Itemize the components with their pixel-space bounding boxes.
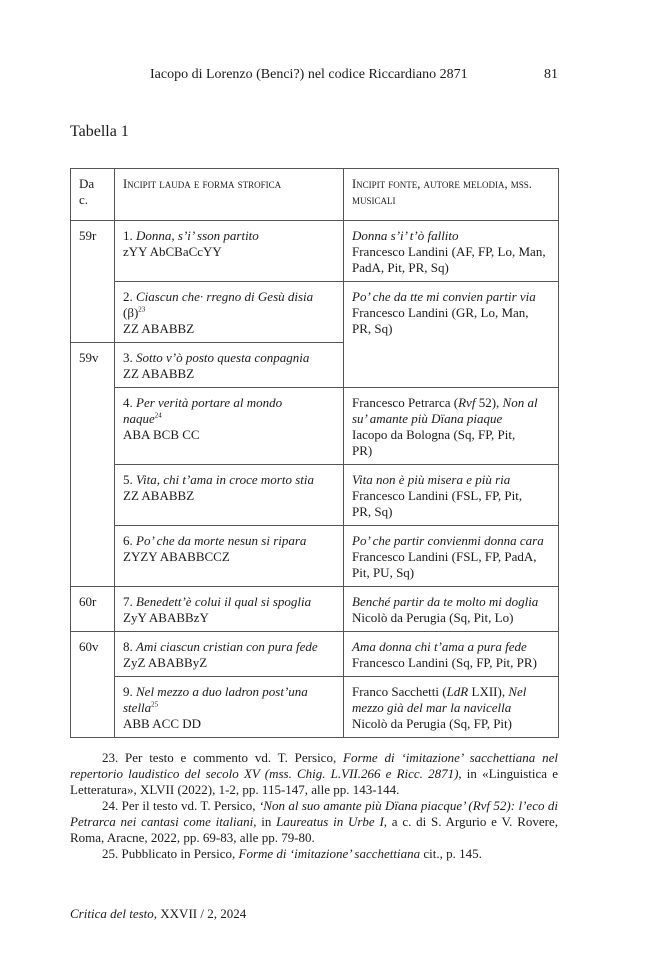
journal-issue: , XXVII / 2, 2024 [153, 906, 247, 921]
source-authors: PR, Sq) [352, 504, 393, 519]
source-authors: Nicolò da Perugia (Sq, Pit, Lo) [352, 610, 514, 625]
lauda-form: ZyY ABABBzY [123, 610, 209, 625]
lauda-form: ZyZ ABABByZ [123, 655, 208, 670]
source-incipit: Po’ che da tte mi convien partir via [352, 289, 536, 304]
source-poet-ref: LXII), [468, 684, 509, 699]
lauda-number: 1. [123, 228, 133, 243]
lauda-incipit: Sotto v’ò posto questa conpagnia [136, 350, 310, 365]
lauda-number: 9. [123, 684, 133, 699]
lauda-incipit: Donna, s’i’ sson partito [136, 228, 259, 243]
running-title: Iacopo di Lorenzo (Benci?) nel codice Riccardiano 2871 [150, 67, 468, 82]
source-incipit: mezzo già del mar la navicella [352, 700, 512, 715]
lauda-cell [115, 282, 344, 343]
folio-cell: 60r [71, 587, 115, 632]
lauda-form: ZZ ABABBZ [123, 488, 195, 503]
source-incipit: Po’ che partir convienmi donna cara [352, 533, 544, 548]
lauda-number: 4. [123, 395, 133, 410]
source-poet: Franco Sacchetti ( [352, 684, 447, 699]
source-incipit: Nel [508, 684, 527, 699]
table-row [71, 526, 559, 587]
source-cell [344, 526, 559, 587]
footnote-title: Forme di ‘imitazione’ sacchettiana [238, 846, 421, 861]
column-header-folio: Da c. [71, 169, 115, 221]
footnote-24: 24. Per il testo vd. T. Persico, ‘Non al suo amante più Dïana piacque’ (Rvf 52): l’eco di Petrarca nei cantasi come italiani, in Laureatus in Urbe I, a c. di S. Argurio e V. Rovere, Roma, Aracne, 2022, pp. 69-83, alle pp. 79-80. [70, 798, 558, 845]
footnotes [70, 750, 558, 862]
source-authors: PR, Sq) [352, 321, 393, 336]
lauda-incipit: Per verità portare al mondo [136, 395, 283, 410]
footnote-ref: 25 [151, 700, 159, 709]
lauda-form: ABB ACC DD [123, 716, 202, 731]
lauda-cell [115, 388, 344, 465]
table-row [71, 388, 559, 465]
lauda-form: ZZ ABABBZ [123, 366, 195, 381]
source-poet-ref: 52), [475, 395, 503, 410]
footnote-title: Forme di ‘imitazione’ sacchettiana nel repertorio laudistico del secolo XV (mss. Chig. L.VII.266 e Ricc. 2871) [70, 750, 558, 781]
lauda-number: 2. [123, 289, 133, 304]
journal-footer [70, 906, 246, 922]
footnote-number: 23. [102, 750, 119, 765]
folio-cell: 60v [71, 632, 115, 738]
source-poet-work: LdR [446, 684, 469, 699]
lauda-cell [115, 526, 344, 587]
source-incipit: su’ amante più Dïana piaque [352, 411, 503, 426]
running-head [0, 66, 650, 84]
lauda-incipit: stella [123, 700, 152, 715]
lauda-form: ZZ ABABBZ [123, 321, 195, 336]
footnote-number: 24. [102, 798, 119, 813]
lauda-number: 8. [123, 639, 133, 654]
lauda-number: 6. [123, 533, 133, 548]
source-cell [344, 465, 559, 526]
table-row [71, 677, 559, 738]
lauda-form: zYY AbCBaCcYY [123, 244, 222, 259]
footnote-23: 23. Per testo e commento vd. T. Persico, Forme di ‘imitazione’ sacchettiana nel repertorio laudistico del secolo XV (mss. Chig. L.VII.266 e Ricc. 2871), in «Linguistica e Letteratura», XLVII (2022), 1-2, pp. 115-147, alle pp. 143-144. [70, 750, 558, 797]
source-cell [344, 221, 559, 282]
lauda-form: ZYZY ABABBCCZ [123, 549, 230, 564]
lauda-table [70, 168, 559, 738]
lauda-number: 5. [123, 472, 133, 487]
folio-cell: 59r [71, 221, 115, 343]
column-header-source: Incipit fonte, autore melodia, mss. musicali [344, 169, 559, 221]
source-authors: Pit, PU, Sq) [352, 565, 415, 580]
journal-name: Critica del testo [70, 906, 154, 921]
footnote-ref: 23 [138, 305, 146, 314]
source-authors: PR) [352, 443, 373, 458]
source-authors: Francesco Landini (AF, FP, Lo, Man, [352, 244, 546, 259]
table-row [71, 221, 559, 282]
source-incipit: Vita non è più misera e più ria [352, 472, 511, 487]
lauda-cell [115, 632, 344, 677]
lauda-cell [115, 677, 344, 738]
lauda-incipit: Benedett’è colui il qual si spoglia [136, 594, 312, 609]
table-row [71, 587, 559, 632]
lauda-cell [115, 465, 344, 526]
source-authors: Francesco Landini (FSL, FP, PadA, [352, 549, 537, 564]
lauda-cell [115, 343, 344, 388]
lauda-cell [115, 587, 344, 632]
source-cell [344, 632, 559, 677]
source-cell [344, 282, 559, 388]
source-incipit: Non al [502, 395, 538, 410]
source-authors: Francesco Landini (GR, Lo, Man, [352, 305, 529, 320]
source-cell [344, 587, 559, 632]
source-incipit: Ama donna chi t’ama a pura fede [352, 639, 527, 654]
lauda-incipit: Vita, chi t’ama in croce morto stia [136, 472, 315, 487]
source-authors: Nicolò da Perugia (Sq, FP, Pit) [352, 716, 512, 731]
lauda-incipit: Ciascun che· rregno di Gesù disia [136, 289, 314, 304]
table-row [71, 465, 559, 526]
source-poet-work: Rvf [458, 395, 476, 410]
column-header-lauda: Incipit lauda e forma strofica [115, 169, 344, 221]
lauda-form: ABA BCB CC [123, 427, 200, 442]
lauda-incipit: Nel mezzo a duo ladron post’una [136, 684, 308, 699]
lauda-incipit: naque [123, 411, 155, 426]
table-row [71, 282, 559, 343]
source-authors: Francesco Landini (Sq, FP, Pit, PR) [352, 655, 537, 670]
footnote-number: 25. [102, 846, 119, 861]
lauda-incipit: Po’ che da morte nesun si ripara [136, 533, 307, 548]
source-authors: PadA, Pit, PR, Sq) [352, 260, 449, 275]
table-row [71, 632, 559, 677]
footnote-volume: Laureatus in Urbe I [276, 814, 384, 829]
source-authors: Francesco Landini (FSL, FP, Pit, [352, 488, 523, 503]
table-title: Tabella 1 [70, 123, 129, 140]
source-poet: Francesco Petrarca ( [352, 395, 459, 410]
source-incipit: Benché partir da te molto mi doglia [352, 594, 539, 609]
page-number: 81 [544, 67, 558, 82]
footnote-title: ‘Non al suo amante più Dïana piacque’ (Rvf 52): l’eco di Petrarca nei cantasi come italiani [70, 798, 558, 829]
source-cell [344, 388, 559, 465]
folio-cell: 59v [71, 343, 115, 587]
source-cell [344, 677, 559, 738]
lauda-number: 3. [123, 350, 133, 365]
lauda-cell [115, 221, 344, 282]
lauda-incipit: Ami ciascun cristian con pura fede [136, 639, 318, 654]
table-header-row [71, 169, 559, 221]
footnote-ref: 24 [154, 411, 162, 420]
footnote-25: 25. Pubblicato in Persico, Forme di ‘imitazione’ sacchettiana cit., p. 145. [102, 846, 482, 861]
source-authors: Iacopo da Bologna (Sq, FP, Pit, [352, 427, 516, 442]
lauda-number: 7. [123, 594, 133, 609]
lauda-variant: (β) [123, 305, 139, 320]
source-incipit: Donna s’i’ t’ò fallito [352, 228, 459, 243]
